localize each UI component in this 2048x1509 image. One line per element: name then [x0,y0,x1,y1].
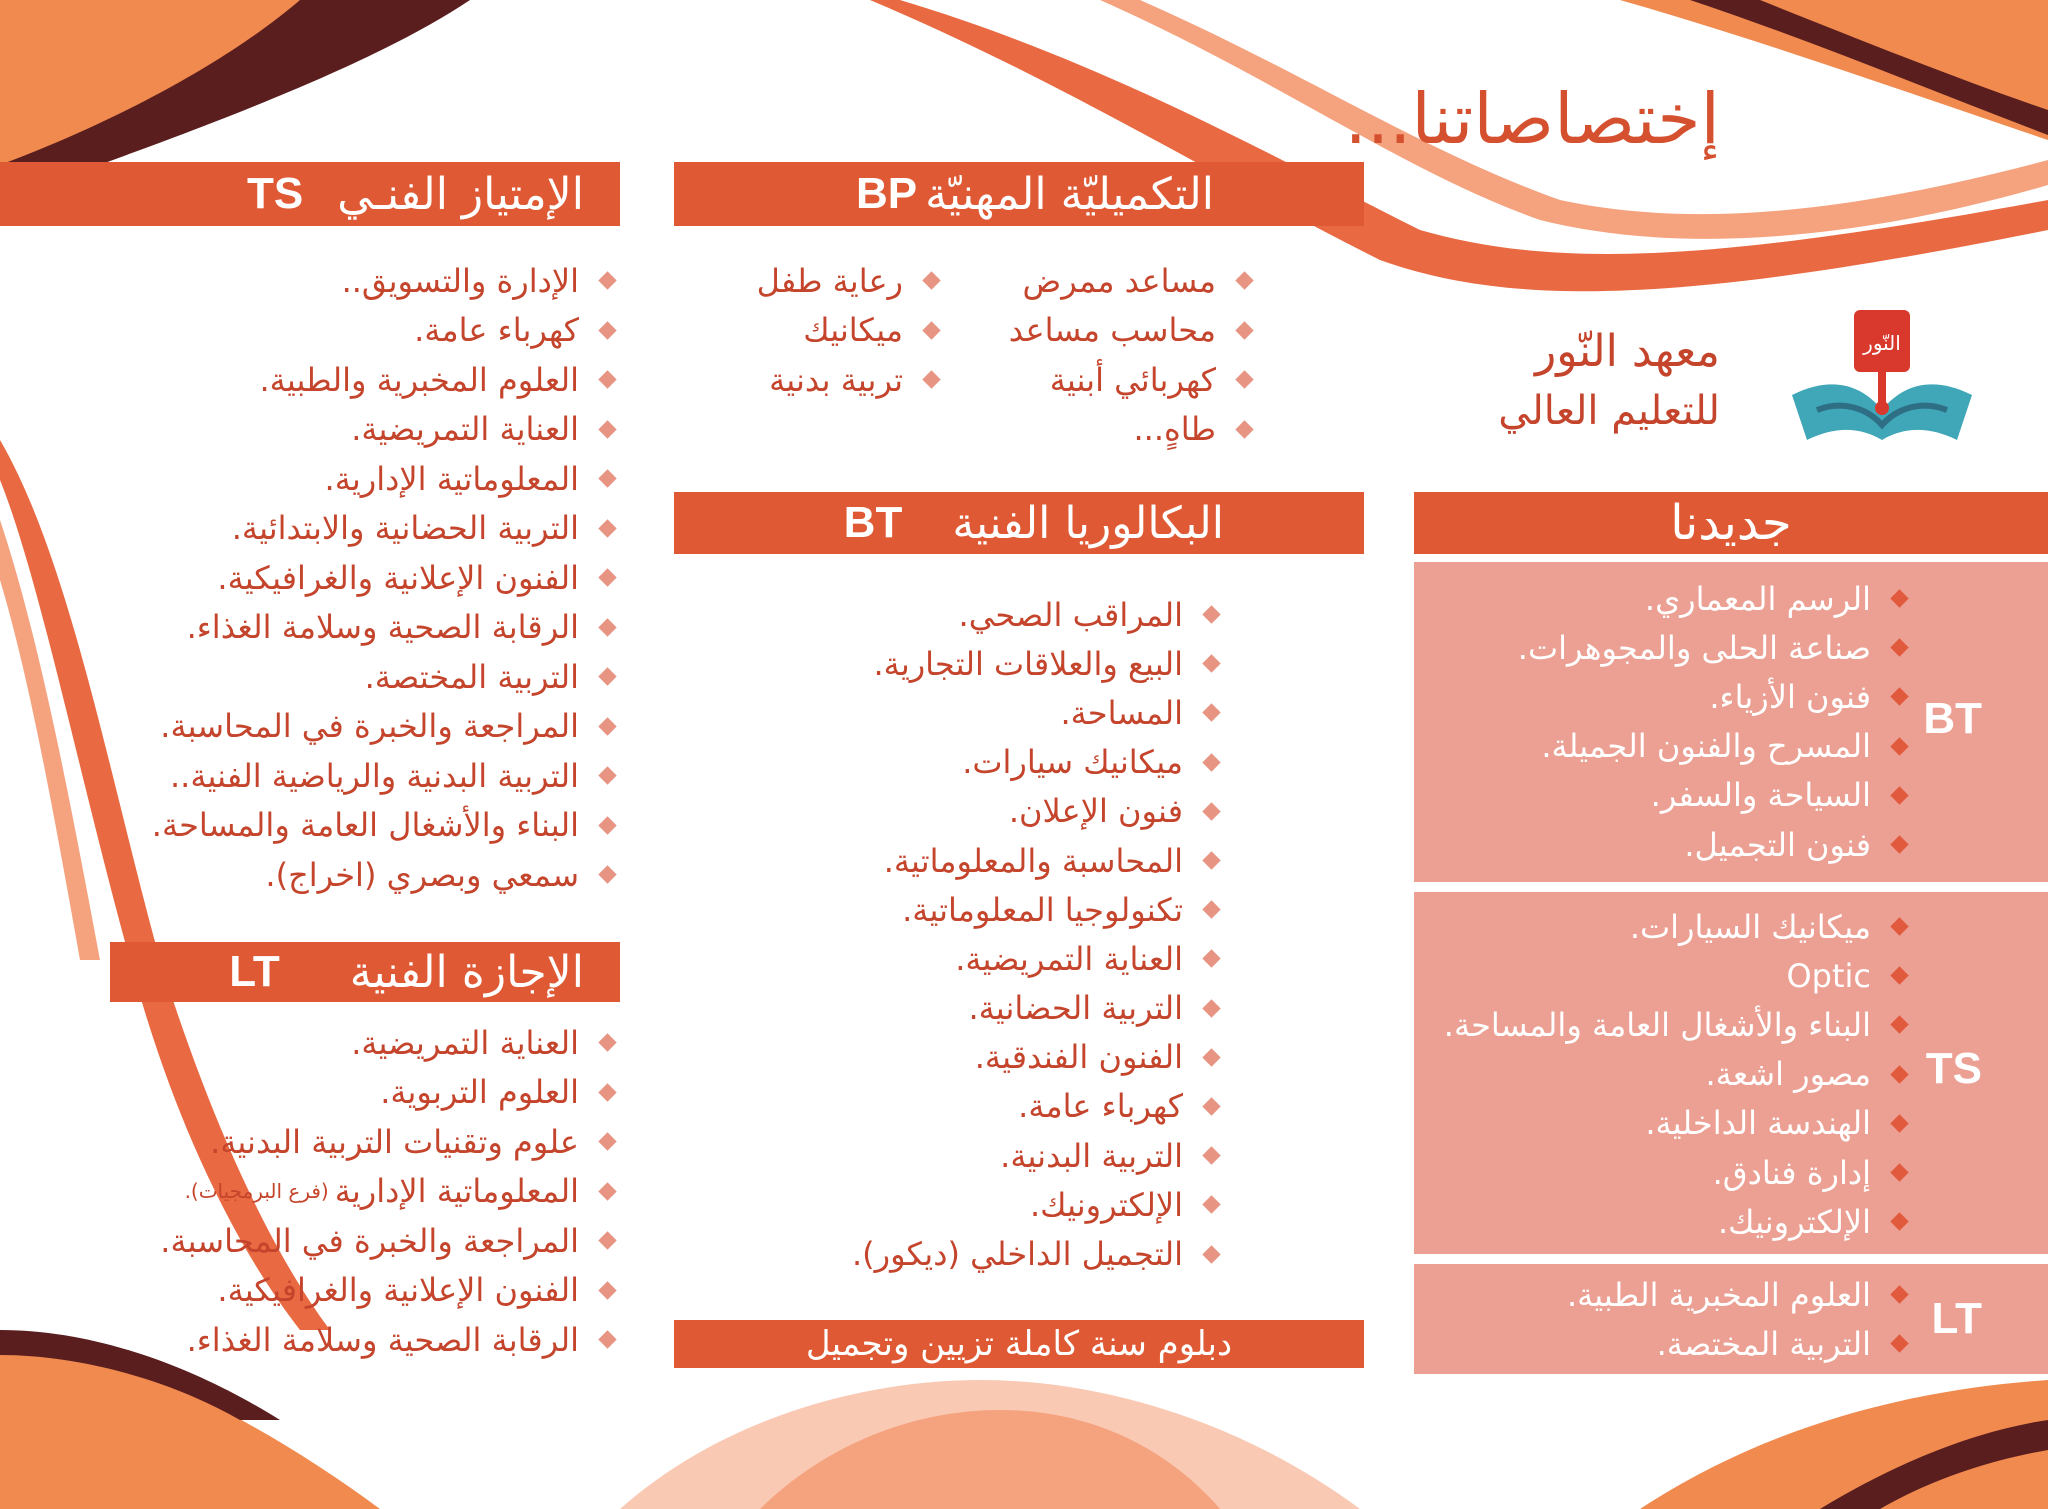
ts-section-header [0,162,620,226]
list-item: المراجعة والخبرة في المحاسبة. [18,1216,618,1266]
diamond-bullet-icon [1890,688,1908,706]
list-item: الرقابة الصحية وسلامة الغذاء. [18,1315,618,1365]
logo-badge-text: النّور [1863,331,1901,355]
diamond-bullet-icon [1235,371,1253,389]
list-item: المعلوماتية الإدارية. [18,454,618,504]
diamond-bullet-icon [1890,589,1908,607]
diploma-banner: دبلوم سنة كاملة تزيين وتجميل [674,1320,1364,1368]
diamond-bullet-icon [598,519,616,537]
diamond-bullet-icon [1890,737,1908,755]
list-item: محاسب مساعد [995,306,1255,356]
diamond-bullet-icon [1202,901,1220,919]
diamond-bullet-icon [1890,835,1908,853]
diamond-bullet-icon [598,618,616,636]
list-item: الإدارة والتسويق.. [18,256,618,306]
diamond-bullet-icon [1890,1213,1908,1231]
diamond-bullet-icon [598,371,616,389]
list-item: العناية التمريضية. [682,934,1222,983]
list-item: علوم وتقنيات التربية البدنية. [18,1117,618,1167]
list-item: البناء والأشغال العامة والمساحة. [18,801,618,851]
diamond-bullet-icon [1202,605,1220,623]
page-title: إختصاصاتنا... [1344,78,1720,160]
list-item: العلوم التربوية. [18,1068,618,1118]
list-item: الرقابة الصحية وسلامة الغذاء. [18,603,618,653]
new-section-header [1414,492,2048,554]
diamond-bullet-icon [598,1133,616,1151]
diamond-bullet-icon [598,866,616,884]
diamond-bullet-icon [598,816,616,834]
list-item: التربية البدنية والرياضية الفنية.. [18,751,618,801]
list-item: تكنولوجيا المعلوماتية. [682,885,1222,934]
list-item: البناء والأشغال العامة والمساحة. [1400,1000,1910,1049]
diamond-bullet-icon [1202,704,1220,722]
diamond-bullet-icon [598,668,616,686]
ts-code: TS [246,169,304,218]
diamond-bullet-icon [1235,420,1253,438]
diamond-bullet-icon [1202,1146,1220,1164]
list-item: كهربائي أبنية [995,355,1255,405]
list-item: سمعي وبصري (اخراج). [18,850,618,900]
ts-title: الإمتياز الفنـي [337,168,584,220]
list-item: العناية التمريضية. [18,1018,618,1068]
list-item: ميكانيك [692,306,942,356]
lt-title: الإجازة الفنية [349,946,584,998]
list-item: التربية المختصة. [1430,1319,1910,1368]
list-item: العناية التمريضية. [18,405,618,455]
new-lt-list [1430,1270,1910,1368]
diamond-bullet-icon [1890,1016,1908,1034]
diamond-bullet-icon [1202,1245,1220,1263]
diamond-bullet-icon [598,1182,616,1200]
list-item: التربية المختصة. [18,652,618,702]
bp-section-header [674,162,1364,226]
list-item: الإلكترونيك. [1400,1197,1910,1246]
list-item: البيع والعلاقات التجارية. [682,639,1222,688]
diamond-bullet-icon [922,371,940,389]
diamond-bullet-icon [1202,999,1220,1017]
list-item: الإلكترونيك. [682,1180,1222,1229]
list-item: الفنون الإعلانية والغرافيكية. [18,1266,618,1316]
list-item: Optic [1400,951,1910,1000]
new-ts-list [1400,902,1910,1246]
list-item: المعلوماتية الإدارية (فرع البرمجيات). [18,1167,618,1217]
diamond-bullet-icon [598,1281,616,1299]
list-item: الرسم المعماري. [1430,574,1910,623]
diamond-bullet-icon [1890,1065,1908,1083]
list-item: الفنون الإعلانية والغرافيكية. [18,553,618,603]
diamond-bullet-icon [1890,917,1908,935]
list-item: السياحة والسفر. [1430,771,1910,820]
diamond-bullet-icon [1202,802,1220,820]
diamond-bullet-icon [1202,1196,1220,1214]
list-item: كهرباء عامة. [18,306,618,356]
bp-list-right [995,256,1255,454]
list-item: التربية الحضانية. [682,984,1222,1033]
list-item: المحاسبة والمعلوماتية. [682,836,1222,885]
bt-code: BT [843,498,903,547]
diamond-bullet-icon [598,1331,616,1349]
list-item: ميكانيك سيارات. [682,738,1222,787]
list-item: التربية البدنية. [682,1131,1222,1180]
diamond-bullet-icon [1890,786,1908,804]
list-item: العلوم المخبرية الطبية. [1430,1270,1910,1319]
new-bt-code: BT [1923,694,1982,743]
list-item: المراجعة والخبرة في المحاسبة. [18,702,618,752]
diamond-bullet-icon [1890,967,1908,985]
diamond-bullet-icon [598,272,616,290]
new-ts-box [1414,892,2048,1254]
open-book-icon [1782,300,1982,450]
diamond-bullet-icon [598,1034,616,1052]
diamond-bullet-icon [598,717,616,735]
diamond-bullet-icon [1202,851,1220,869]
list-item: كهرباء عامة. [682,1082,1222,1131]
diamond-bullet-icon [598,1232,616,1250]
bt-section-header [674,492,1364,554]
list-item: الهندسة الداخلية. [1400,1099,1910,1148]
diamond-bullet-icon [922,321,940,339]
institute-name: معهد النّور [1534,326,1720,377]
diamond-bullet-icon [1202,1097,1220,1115]
diamond-bullet-icon [598,321,616,339]
diamond-bullet-icon [598,1083,616,1101]
bt-list [682,590,1222,1279]
list-item: رعاية طفل [692,256,942,306]
bt-title: البكالوريا الفنية [952,497,1224,549]
list-item: صناعة الحلى والمجوهرات. [1430,623,1910,672]
list-item: طاهٍ... [995,405,1255,455]
bp-code: BP [856,169,918,218]
list-item: فنون الإعلان. [682,787,1222,836]
list-item: العلوم المخبرية والطبية. [18,355,618,405]
list-item: فنون التجميل. [1430,820,1910,869]
diamond-bullet-icon [598,767,616,785]
new-title: جديدنا [1670,495,1792,551]
new-lt-code: LT [1931,1294,1982,1343]
list-item: المساحة. [682,688,1222,737]
diamond-bullet-icon [598,569,616,587]
diamond-bullet-icon [1890,1285,1908,1303]
list-item: الفنون الفندقية. [682,1033,1222,1082]
diamond-bullet-icon [1890,1163,1908,1181]
diamond-bullet-icon [1890,1114,1908,1132]
new-lt-box [1414,1264,2048,1374]
lt-note: (فرع البرمجيات). [184,1179,329,1204]
list-item: المراقب الصحي. [682,590,1222,639]
lt-section-header [110,942,620,1002]
institute-logo [1500,300,2000,460]
list-item: تربية بدنية [692,355,942,405]
diamond-bullet-icon [1890,1335,1908,1353]
lt-list [18,1018,618,1365]
new-bt-box [1414,562,2048,882]
ts-list [18,256,618,900]
list-item: إدارة فنادق. [1400,1148,1910,1197]
list-item: المسرح والفنون الجميلة. [1430,722,1910,771]
lt-code: LT [229,947,280,996]
institute-subtitle: للتعليم العالي [1498,388,1720,434]
list-item: ميكانيك السيارات. [1400,902,1910,951]
diamond-bullet-icon [1235,272,1253,290]
list-item: التجميل الداخلي (ديكور). [682,1229,1222,1278]
diamond-bullet-icon [1202,753,1220,771]
diamond-bullet-icon [1202,1048,1220,1066]
list-item: التربية الحضانية والابتدائية. [18,504,618,554]
diamond-bullet-icon [598,420,616,438]
bp-list-left [692,256,942,405]
new-bt-list [1430,574,1910,869]
diamond-bullet-icon [1890,639,1908,657]
diamond-bullet-icon [922,272,940,290]
diamond-bullet-icon [1202,950,1220,968]
list-item: مصور اشعة. [1400,1050,1910,1099]
diamond-bullet-icon [1235,321,1253,339]
new-ts-code: TS [1925,1044,1982,1093]
list-item: مساعد ممرض [995,256,1255,306]
diamond-bullet-icon [598,470,616,488]
list-item: فنون الأزياء. [1430,672,1910,721]
bp-title: التكميليّة المهنيّة [925,168,1214,220]
diamond-bullet-icon [1202,655,1220,673]
